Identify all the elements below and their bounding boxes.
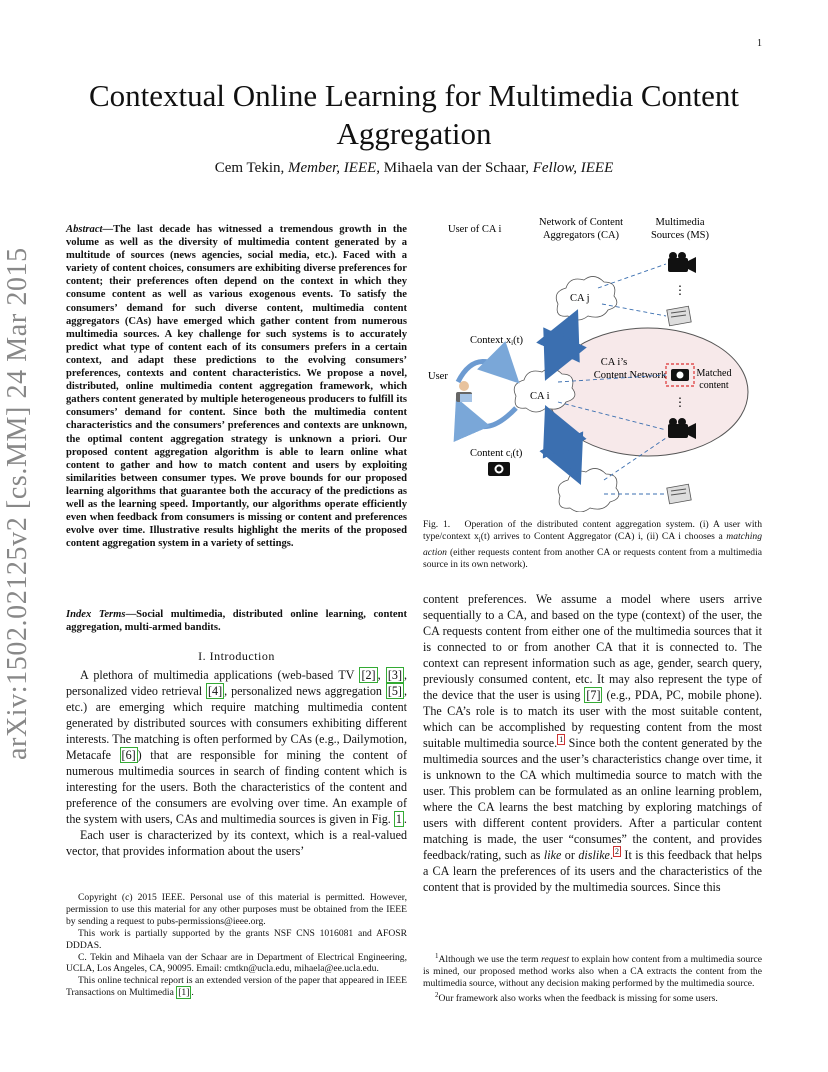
cloud-ca-j	[556, 276, 617, 320]
text-run: This online technical report is an extended version of the paper that appeared in IEEE Transactions on Multimedia	[66, 975, 407, 999]
report-note	[66, 975, 407, 999]
label-user-of-ca: User of CA i	[448, 224, 502, 235]
caption-lead: Fig. 1.	[423, 519, 451, 530]
ellipsis-dots: ⋮	[674, 395, 686, 409]
label-content: Content ci(t)	[470, 448, 523, 460]
author-line	[60, 160, 768, 177]
text-run: Since both the content generated by the multimedia sources and the user’s characteristics change over time, it is unknown to the CA which multimedia source to match with the user. This problem can be formulated as an online learning problem, where the CA learns the best matching by exploring matchings of users with different content providers. After a particular content matching is made, the user “consumes” the content, and provides feedback/rating, such as	[423, 736, 762, 862]
figure-1-diagram	[418, 212, 768, 512]
arrow-context	[458, 361, 516, 382]
text-run: or	[561, 848, 579, 862]
footnote-1	[423, 951, 762, 990]
author-role-1: Member, IEEE	[287, 160, 377, 176]
text-run: Although we use the term	[438, 954, 542, 966]
right-paragraph	[423, 591, 762, 895]
label-ca-i-network-line2: Content Network	[593, 370, 667, 381]
text-run: (t) arrives to Content Aggregator (CA) i, (ii) CA i chooses a	[480, 530, 727, 542]
video-camera-icon	[668, 252, 696, 273]
intro-paragraph-1	[66, 667, 407, 827]
footnote-link[interactable]: 1	[559, 734, 564, 744]
affiliation-note: C. Tekin and Mihaela van der Schaar are in Department of Electrical Engineering, UCLA, Los Angeles, CA, 90095. Email: cmtkn@ucla.edu, mihaela@ee.ucla.edu.	[66, 951, 407, 975]
footnote-left	[66, 892, 407, 999]
text-run: , etc.) are emerging which require matching multimedia content generated by distributed sources with consumers exhibiting different interests. The matching is often performed by CAs (e.g., Dailymotion, Metacafe	[66, 684, 407, 762]
figure-caption	[423, 519, 762, 571]
label-ms-line2: Sources (MS)	[650, 230, 710, 241]
citation-link[interactable]: [7]	[586, 688, 601, 702]
label-matched-line1: Matched	[696, 368, 732, 379]
copyright-note: Copyright (c) 2015 IEEE. Personal use of this material is permitted. However, permission to use this material for any other purposes must be obtained from the IEEE by sending a request to pubs-permissions@ieee.org.	[66, 892, 407, 927]
index-terms-lead: Index Terms	[66, 609, 126, 620]
text-run: matching action	[423, 530, 762, 558]
intro-text	[66, 667, 407, 859]
text-run: 1	[435, 952, 439, 960]
cloud-bottom	[558, 468, 619, 512]
label-user: User	[428, 371, 448, 382]
text-run: , personalized news aggregation	[224, 684, 386, 698]
citation-link[interactable]: [4]	[208, 684, 223, 698]
text-run: .	[191, 987, 194, 999]
citation-link[interactable]: [1]	[178, 987, 190, 999]
text-run: request	[541, 954, 569, 966]
label-ms-line1: Multimedia	[655, 217, 705, 228]
label-ca-j: CA j	[570, 293, 590, 304]
citation-link[interactable]: [2]	[361, 668, 376, 682]
index-terms-text: —Social multimedia, distributed online learning, content aggregation, multi-armed bandits.	[66, 609, 407, 634]
author-separator: , Mihaela van der Schaar,	[376, 160, 533, 176]
camera-icon	[488, 462, 510, 476]
paper-title: Contextual Online Learning for Multimedia Content Aggregation	[88, 78, 739, 151]
ellipsis-dots: ⋮	[674, 283, 686, 297]
text-run: Our framework also works when the feedback is missing for some users.	[438, 993, 718, 1005]
text-run: (either requests content from another CA or requests content from a multimedia source in its own network).	[423, 546, 762, 570]
text-run: i	[478, 535, 481, 544]
text-run: (e.g., PDA, PC, mobile phone). The CA’s role is to match its user with the most suitable content, which can be accomplished by requesting content from the most suitable multimedia source.	[423, 688, 763, 750]
figure-link[interactable]: 1	[395, 812, 402, 826]
text-run: ,	[377, 668, 386, 682]
label-network-line1: Network of Content	[539, 217, 623, 228]
section-heading: I. Introduction	[198, 649, 275, 663]
label-ca-i-network-line1: CA i’s	[600, 357, 628, 368]
arxiv-stamp: arXiv:1502.02125v2 [cs.MM] 24 Mar 2015	[2, 247, 33, 760]
footnote-2	[423, 990, 762, 1005]
index-terms	[66, 608, 407, 634]
abstract	[66, 223, 407, 550]
arrow-content	[458, 402, 516, 427]
intro-paragraph-2: Each user is characterized by its context, which is a real-valued vector, that provides information about the users’	[66, 828, 407, 858]
text-run: 2	[435, 990, 439, 999]
abstract-lead: Abstract	[66, 224, 103, 235]
label-network-line2: Aggregators (CA)	[542, 230, 620, 241]
right-column-text	[423, 591, 762, 895]
author-name-1: Cem Tekin,	[214, 160, 288, 176]
ca-i-network-ellipse	[548, 328, 748, 456]
page-number: 1	[757, 38, 762, 49]
text-run: , personalized video retrieval	[66, 668, 408, 698]
text-run: like	[543, 848, 562, 862]
label-matched-line2: content	[699, 380, 729, 391]
text-run: A plethora of multimedia applications (web-based TV	[80, 668, 360, 682]
footnote-right	[423, 951, 762, 1005]
label-ca-i: CA i	[530, 391, 550, 402]
author-role-2: Fellow, IEEE	[532, 160, 614, 176]
text-run: ) that are responsible for mining the content of numerous multimedia sources in search of finding content which is interesting for the users. Both the characteristics of the content and preference of the consumers are evolving over time. An example of the system with users, CAs and multimedia sources is given in Fig.	[66, 748, 407, 826]
grant-note: This work is partially supported by the grants NSF CNS 1016081 and AFOSR DDDAS.	[66, 927, 407, 951]
citation-link[interactable]: [3]	[387, 668, 402, 682]
text-run: .	[609, 848, 613, 862]
footnote-link[interactable]: 2	[614, 846, 619, 856]
text-run: content preferences. We assume a model where users arrive sequentially to a CA, and based on the type (context) of the user, the CA requests content from either one of the multimedia sources that it is connected to or from another CA that it is connected to. The context can represent information such as age, gender, search query, previously consumed content, etc. It may also represent the type of the device that the user is using	[423, 592, 762, 702]
citation-link[interactable]: [6]	[121, 748, 136, 762]
text-run: It is this feedback that helps a CA learn the preferences of its users and the characteristics of the content that is provided by the multimedia sources. Since this	[423, 848, 762, 894]
citation-link[interactable]: [5]	[387, 684, 402, 698]
abstract-text: —The last decade has witnessed a tremendous growth in the volume as well as the diversity of multimedia content generated by a multitude of sources (news agencies, social media, etc.). Faced with a variety of content choices, consumers are exhibiting diverse preferences for content; their preferences often depend on the context in which they consume content as well as various exogenous events. To satisfy the consumers’ demand for such diverse content, multimedia content aggregators (CAs) have emerged which gather content from numerous multimedia sources. A key challenge for such systems is to accurately predict what type of content each of its consumers prefers in a certain context, and adapt these predictions to the evolving consumers’ preferences, contexts and content characteristics. We propose a novel, distributed, online multimedia content aggregation framework, which gathers content generated by multiple heterogeneous producers to fulfill its consumers’ demand for content. Since both the multimedia content characteristics and the consumers’ preferences and contexts are unknown, the optimal content aggregation strategy is unknown a priori. Our proposed content aggregation algorithm is able to learn online what content to gather and how to match content and users by exploiting similarities between consumer types. We prove bounds for our proposed learning algorithms that guarantee both the accuracy of the predictions as well as the learning speed. Importantly, our algorithms operate efficiently even when feedback from consumers is missing or content and preferences evolve over time. Illustrative results highlight the merits of the proposed content aggregation system in a variety of settings.	[66, 224, 407, 550]
text-run: Operation of the distributed content aggregation system. (i) A user with type/context x	[423, 519, 762, 542]
label-context: Context xi(t)	[470, 335, 523, 347]
text-run: dislike	[578, 848, 610, 862]
user-icon	[456, 381, 472, 402]
text-run: .	[403, 812, 407, 826]
newspaper-icon	[667, 484, 691, 504]
newspaper-icon	[667, 306, 691, 326]
text-run: to explain how content from a multimedia source is mined, our proposed method works also when a CA extracts the content from the multimedia source, without any decision making performed by the multimedia source.	[423, 954, 762, 989]
